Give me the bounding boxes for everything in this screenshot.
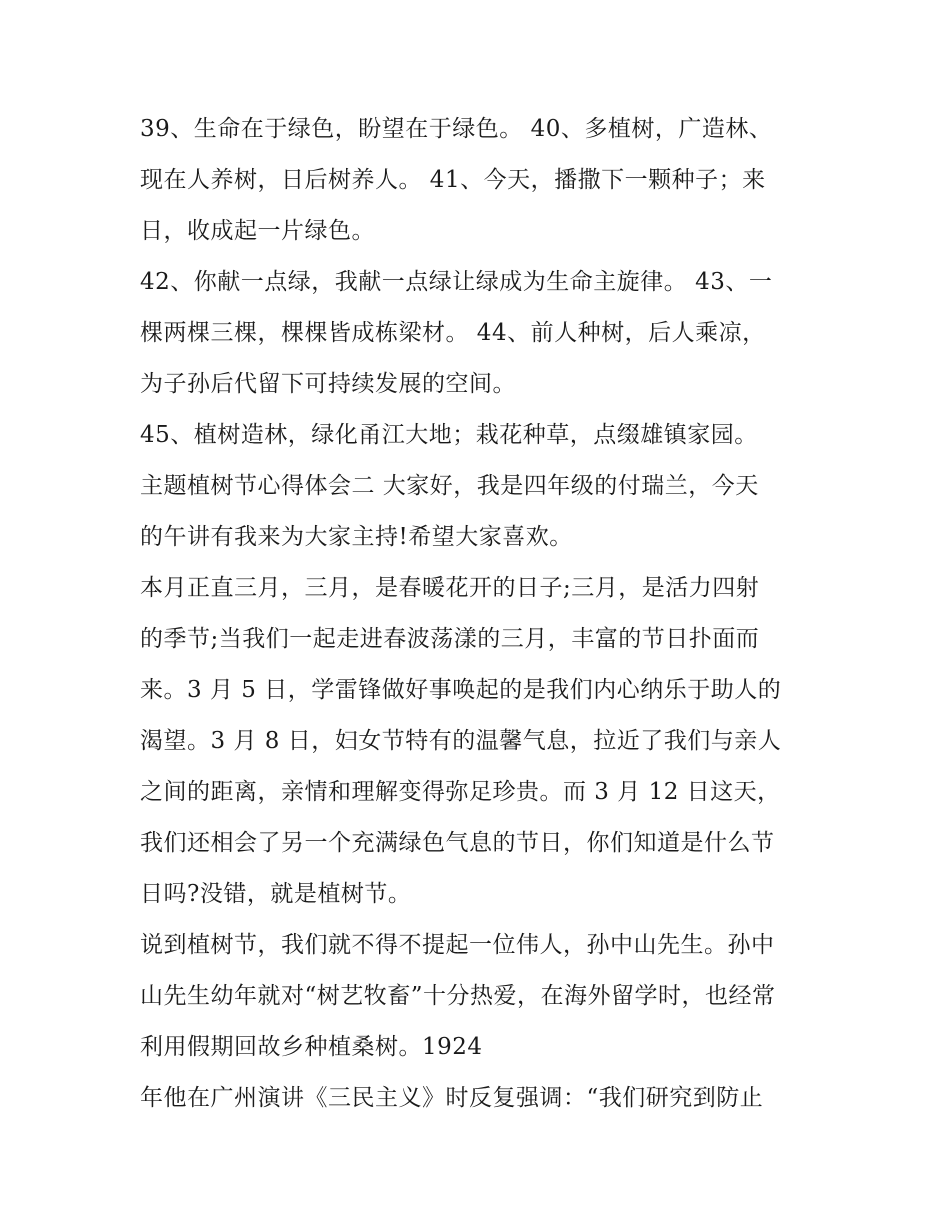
text-line: 42、你献一点绿，我献一点绿让绿成为生命主旋律。 43、一: [140, 269, 773, 295]
text-line: 39、生命在于绿色，盼望在于绿色。 40、多植树，广造林、: [140, 116, 773, 142]
text-line: 现在人养树，日后树养人。 41、今天，播撒下一颗种子；来: [140, 167, 766, 193]
text-line: 日吗?没错，就是植树节。: [140, 881, 412, 907]
text-line: 主题植树节心得体会二 大家好，我是四年级的付瑞兰，今天: [140, 473, 759, 499]
paragraph-slogans-42-44: [140, 257, 820, 410]
text-line: 来。3 月 5 日，学雷锋做好事唤起的是我们内心纳乐于助人的: [140, 677, 782, 703]
text-line: 为子孙后代留下可持续发展的空间。: [140, 371, 516, 397]
text-line: 45、植树造林，绿化甬江大地；栽花种草，点缀雄镇家园。: [140, 422, 758, 448]
text-line: 渴望。3 月 8 日，妇女节特有的温馨气息，拉近了我们与亲人: [140, 728, 782, 754]
paragraph-slogans-39-41: [140, 104, 820, 257]
text-line: 的午讲有我来为大家主持!希望大家喜欢。: [140, 524, 573, 550]
text-line: 本月正直三月，三月，是春暖花开的日子;三月，是活力四射: [140, 575, 760, 601]
paragraph-march-festivals: [140, 563, 820, 920]
text-line: 日，收成起一片绿色。: [140, 218, 375, 244]
text-line: 棵两棵三棵，棵棵皆成栋梁材。 44、前人种树，后人乘凉，: [140, 320, 766, 346]
text-line: 说到植树节，我们就不得不提起一位伟人，孙中山先生。孙中: [140, 932, 775, 958]
text-line: 的季节;当我们一起走进春波荡漾的三月，丰富的节日扑面而: [140, 626, 760, 652]
text-line: 年他在广州演讲《三民主义》时反复强调：“我们研究到防止: [140, 1085, 764, 1111]
document-body: [140, 104, 820, 1124]
paragraph-sun-yat-sen: [140, 920, 820, 1073]
text-line: 之间的距离，亲情和理解变得弥足珍贵。而 3 月 12 日这天，: [140, 779, 781, 805]
paragraph-speech: [140, 1073, 820, 1124]
paragraph-slogan-45-and-intro: [140, 410, 820, 563]
text-line: 山先生幼年就对“树艺牧畜”十分热爱，在海外留学时，也经常: [140, 983, 776, 1009]
text-line: 我们还相会了另一个充满绿色气息的节日，你们知道是什么节: [140, 830, 775, 856]
text-line: 利用假期回故乡种植桑树。1924: [140, 1034, 483, 1060]
